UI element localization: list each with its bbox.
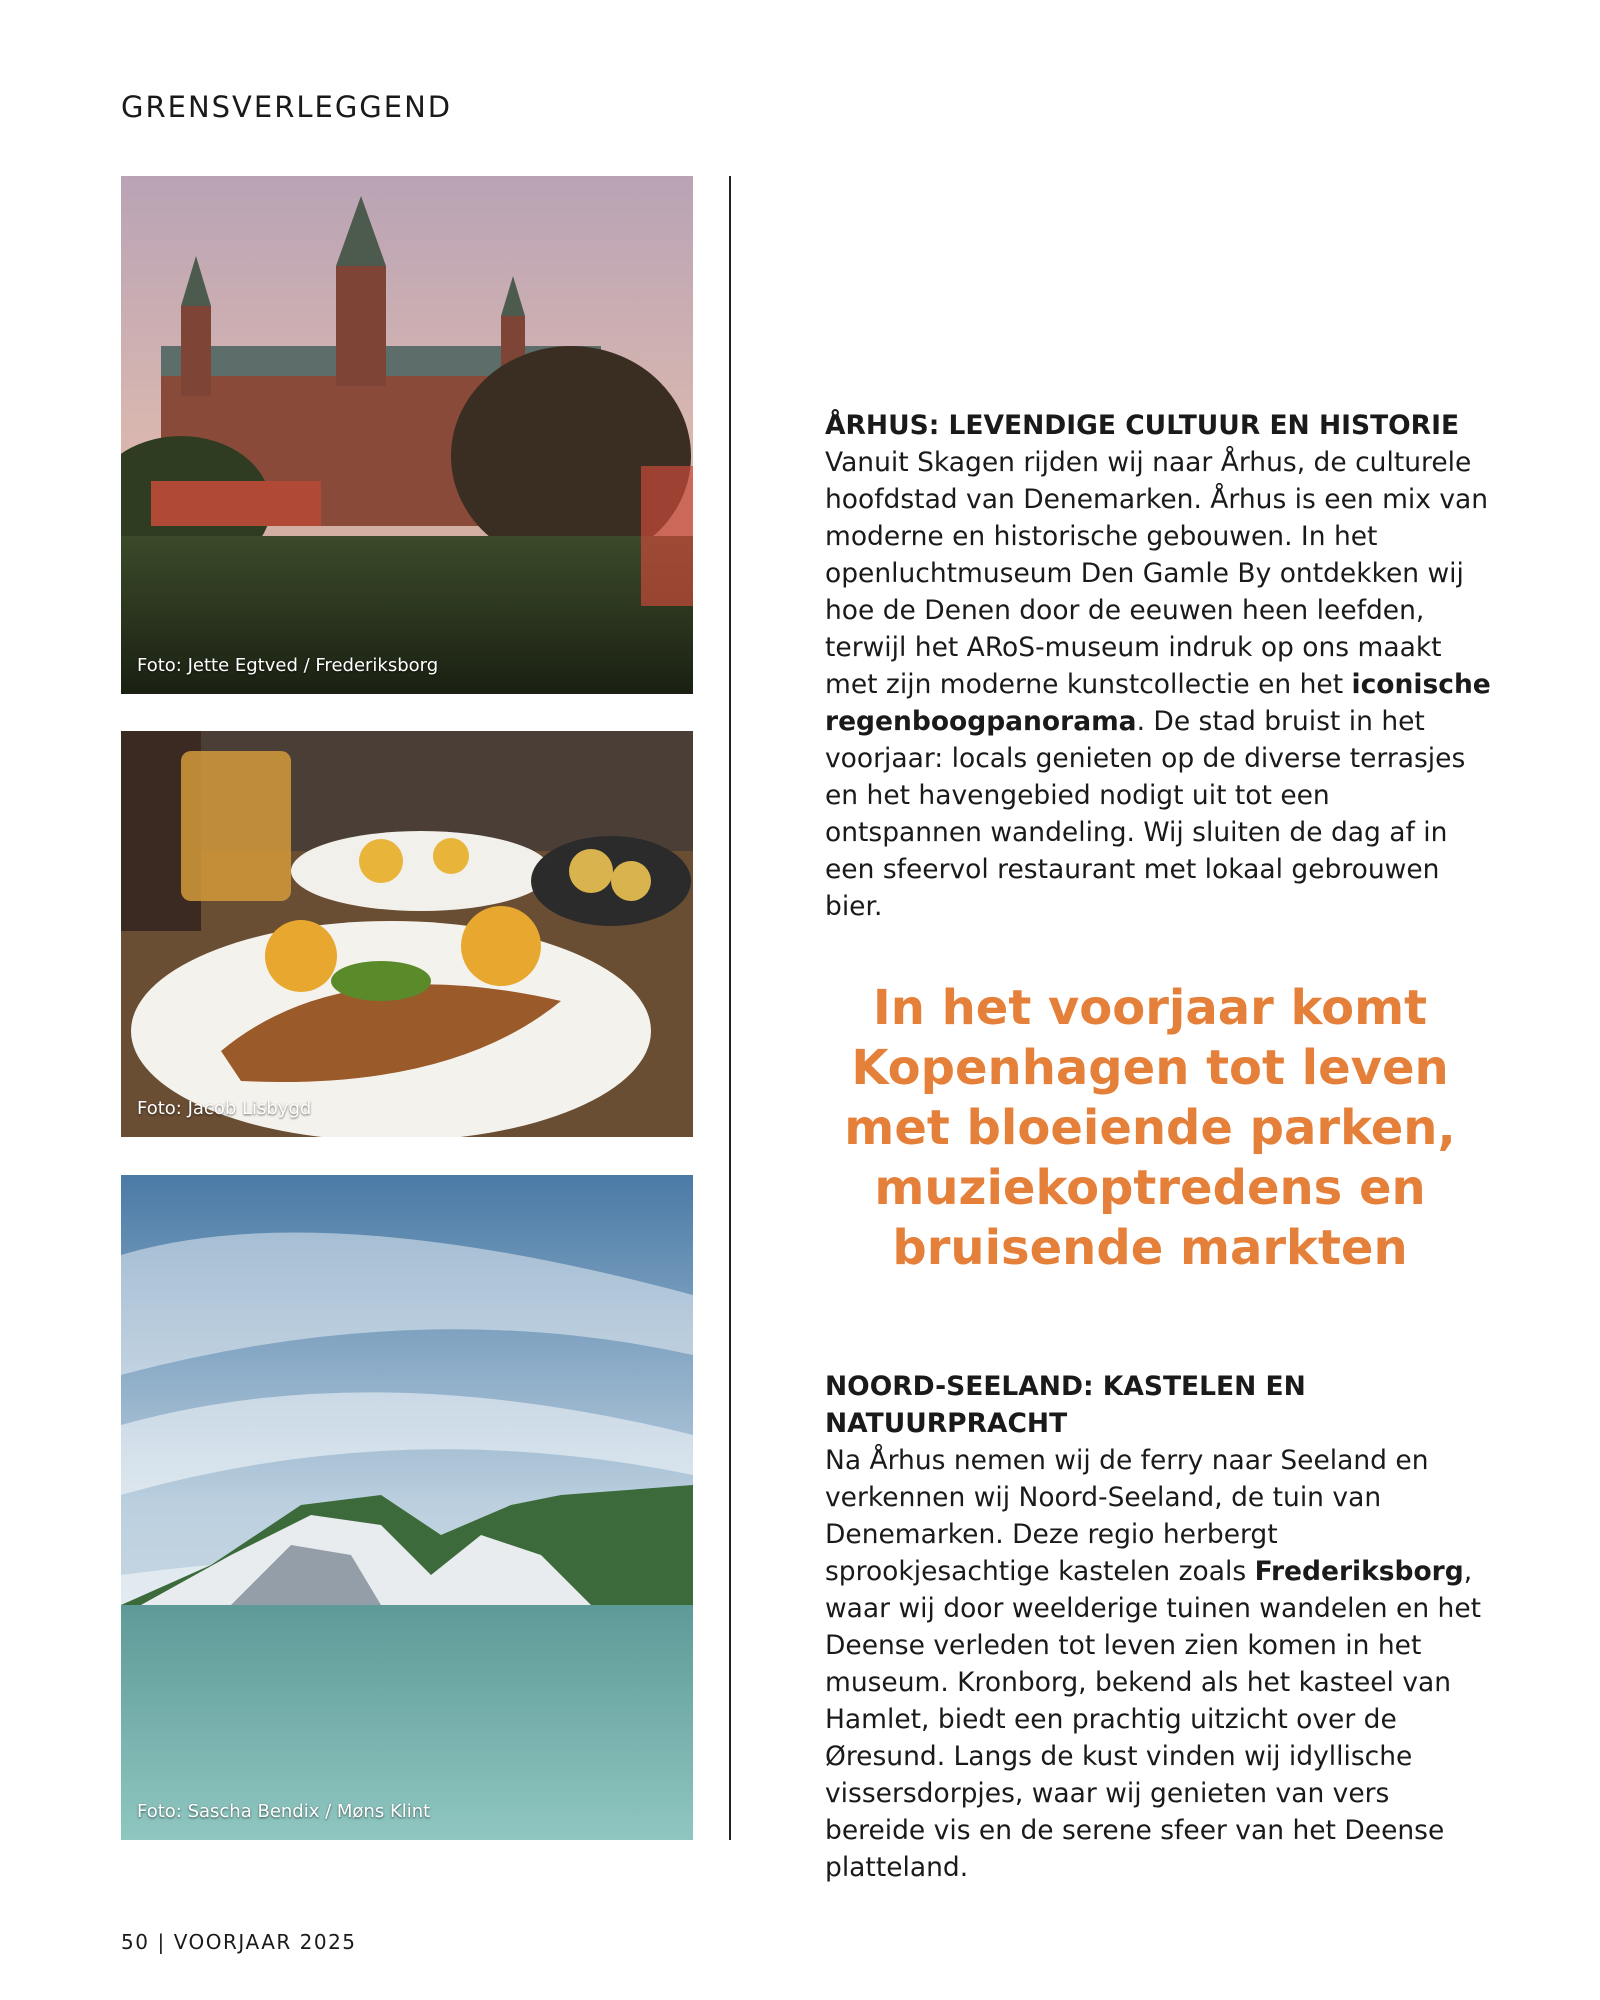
footer-separator: | [157,1930,166,1954]
issue-label: VOORJAAR 2025 [173,1930,357,1954]
section-label: GRENSVERLEGGEND [121,90,453,124]
article-body: Na Århus nemen wij de ferry naar Seeland en verkennen wij Noord-Seeland, de tuin van Denemarken. Deze regio herbergt sprookjesachtige kastelen zoals Frederiksborg, waar wij door weelderige tuinen wandelen en het Deense verleden tot leven zien komen in het museum. Kronborg, bekend als het kasteel van Hamlet, biedt een prachtig uitzicht over de Øresund. Langs de kust vinden wij idyllische vissersdorpjes, waar wij genieten van vers bereide vis en de serene sfeer van het Deense platteland. [825,1445,1482,1883]
column-divider [729,176,731,1840]
page-footer [121,1930,357,1954]
article-heading: NOORD-SEELAND: KASTELEN EN NATUURPRACHT [825,1371,1306,1439]
food-photo [121,731,693,1137]
photo-credit: Foto: Sascha Bendix / Møns Klint [137,1801,431,1822]
article-body: Vanuit Skagen rijden wij naar Århus, de culturele hoofdstad van Denemarken. Århus is een mix van moderne en historische gebouwen. In het openluchtmuseum Den Gamle By ontdekken wij hoe de Denen door de eeuwen heen leefden, terwijl het ARoS-museum indruk op ons maakt met zijn moderne kunstcollectie en het iconische regenboogpanorama. De stad bruist in het voorjaar: locals genieten op de diverse terrasjes en het havengebied nodigt uit tot een ontspannen wandeling. Wij sluiten de dag af in een sfeervol restaurant met lokaal gebrouwen bier. [825,447,1491,922]
photo-credit: Foto: Jette Egtved / Frederiksborg [137,655,439,676]
article-heading: ÅRHUS: LEVENDIGE CULTUUR EN HISTORIE [825,410,1460,441]
castle-photo [121,176,693,694]
cliffs-photo [121,1175,693,1840]
article-arhus [825,407,1495,925]
photo-credit: Foto: Jacob Lisbygd [137,1098,312,1119]
page-number: 50 [121,1930,150,1954]
article-noord-seeland [825,1368,1495,1886]
pull-quote: In het voorjaar komt Kopenhagen tot leven met bloeiende parken, muziekoptredens en bruisende markten [844,980,1456,1276]
